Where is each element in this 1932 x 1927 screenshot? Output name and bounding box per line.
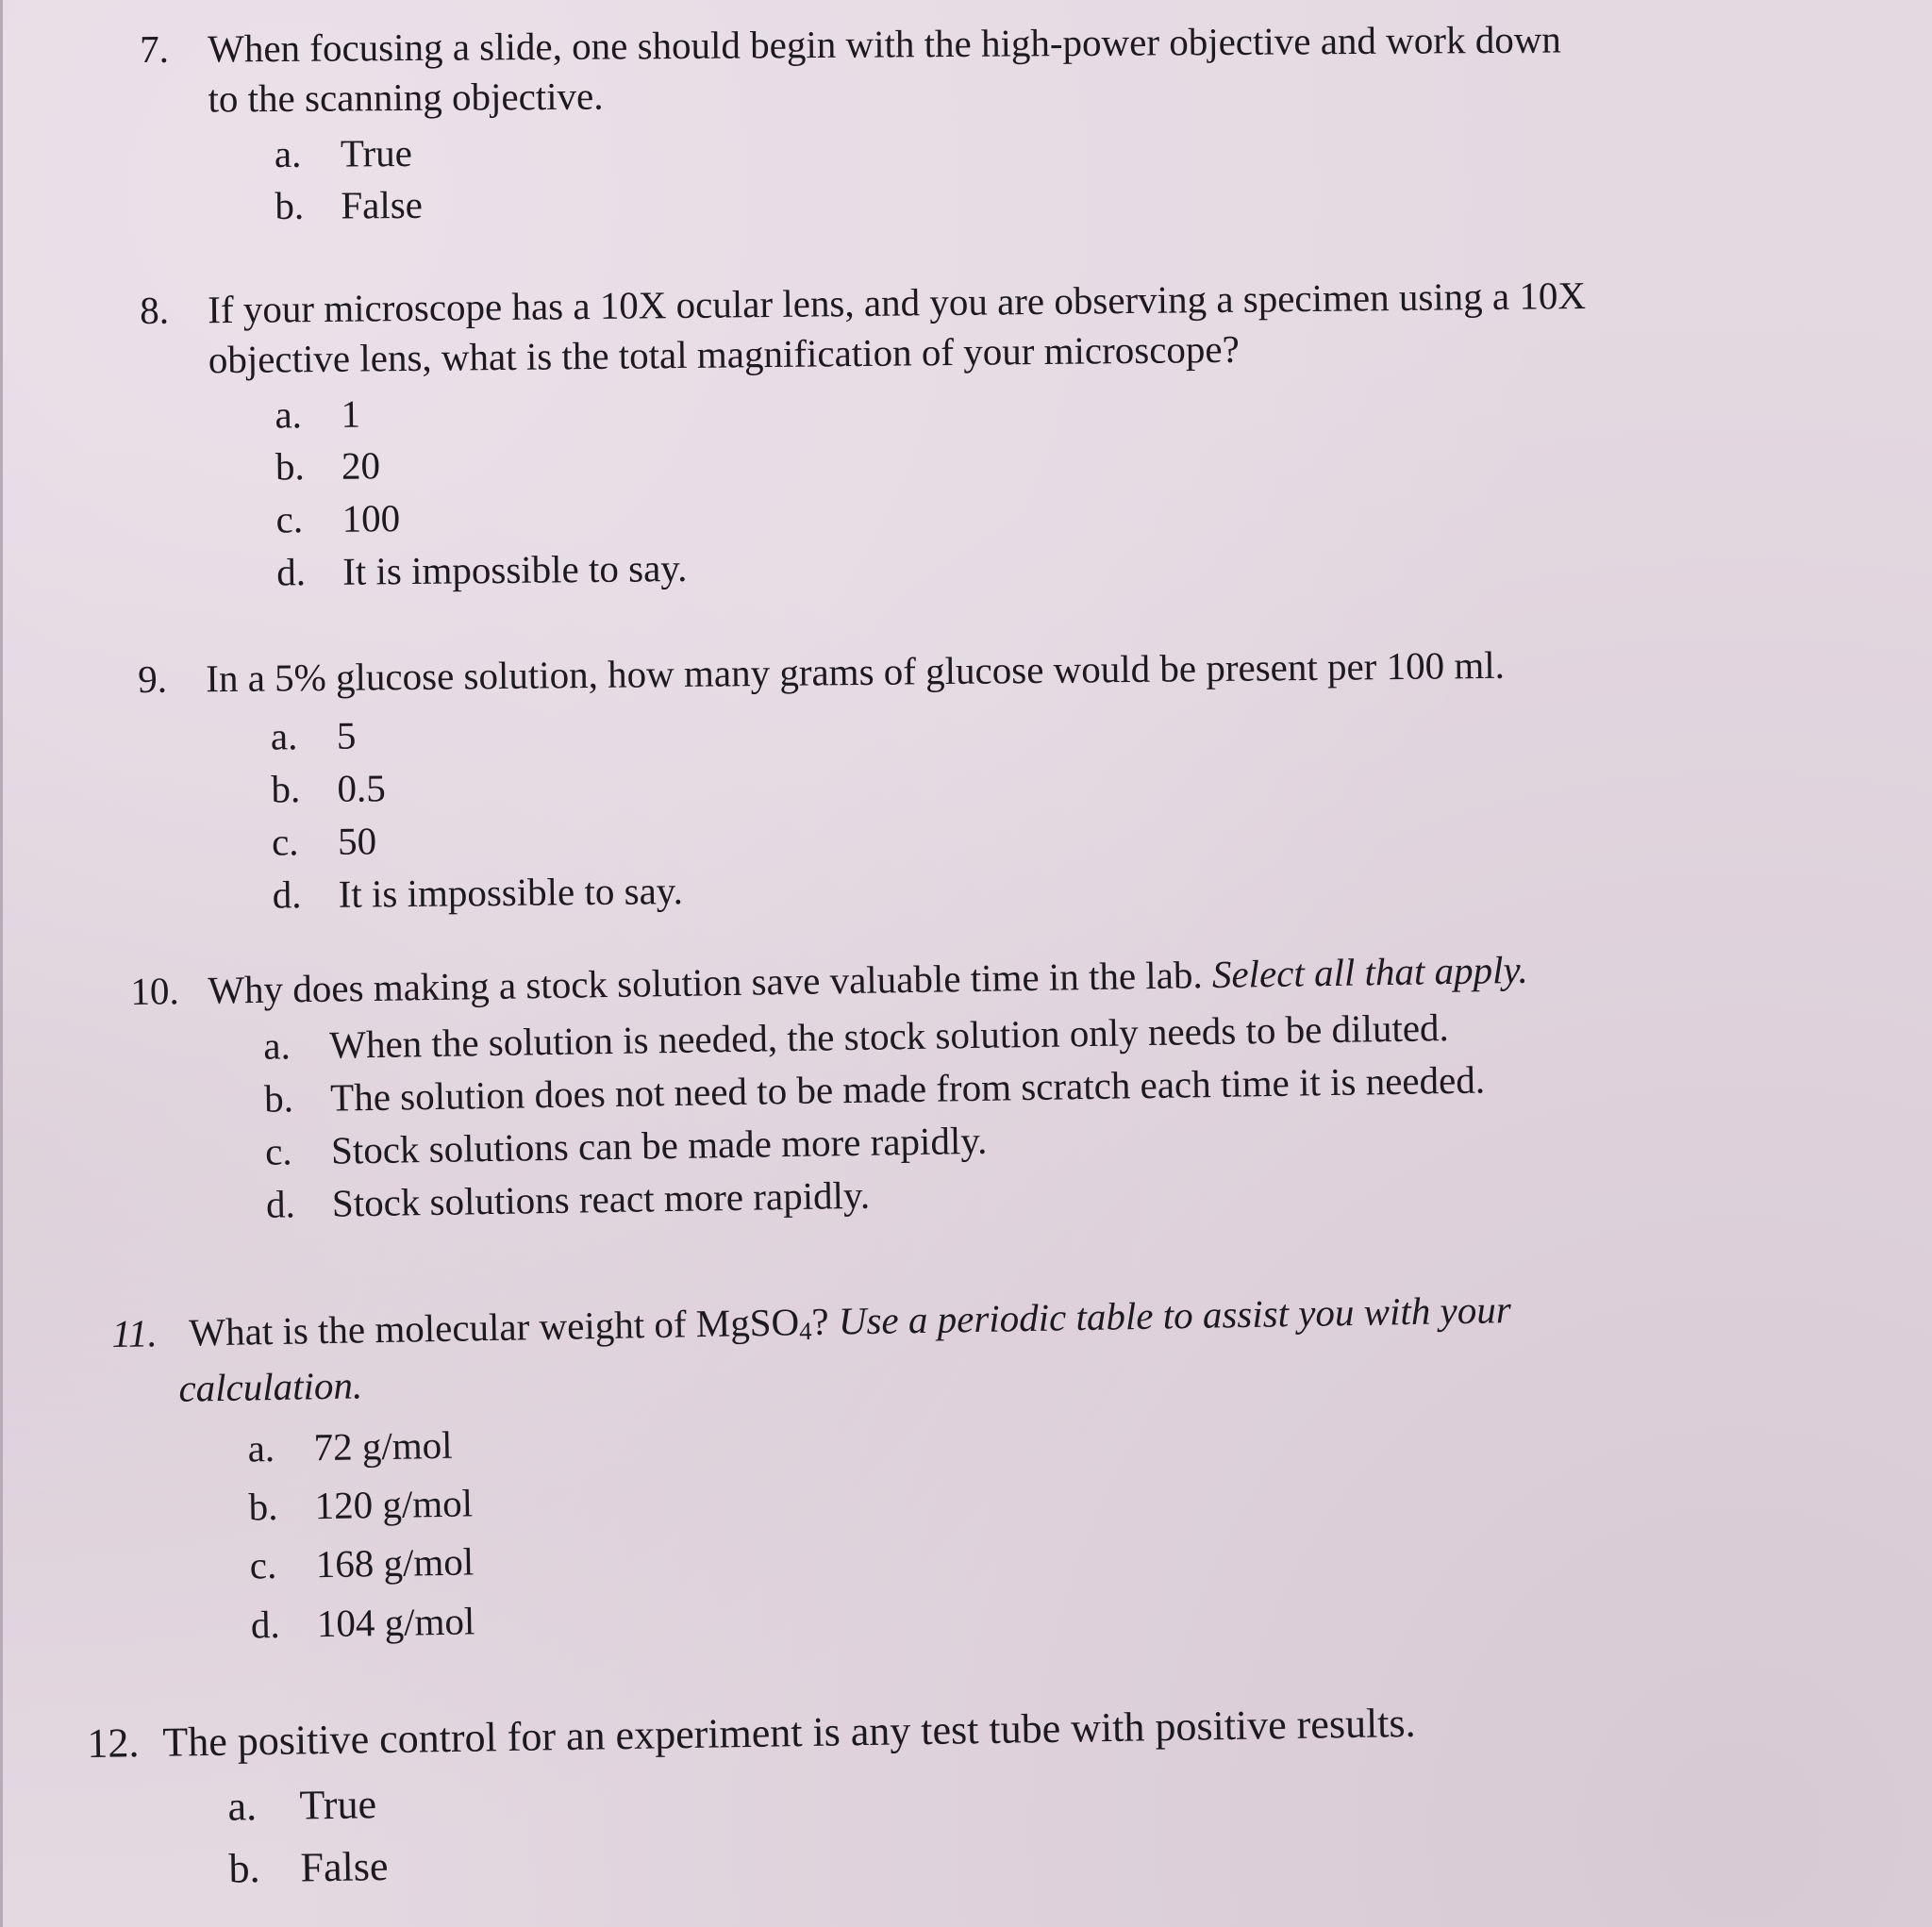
question-9 bbox=[138, 640, 1507, 922]
option-letter: d. bbox=[272, 872, 302, 917]
question-text: In a 5% glucose solution, how many grams of glucose would be present per 100 ml. bbox=[206, 642, 1506, 701]
question-text-continued: to the scanning objective. bbox=[208, 74, 604, 121]
question-8 bbox=[140, 271, 1589, 601]
option-text: 0.5 bbox=[337, 766, 386, 810]
option-text: Stock solutions react more rapidly. bbox=[331, 1172, 871, 1225]
option-letter: c. bbox=[271, 820, 299, 864]
question-text: When focusing a slide, one should begin with the high-power objective and work down bbox=[208, 17, 1561, 71]
option-text: 120 g/mol bbox=[314, 1481, 474, 1528]
option-letter: a. bbox=[262, 1023, 291, 1069]
option-text: True bbox=[340, 130, 413, 175]
question-7 bbox=[140, 14, 1562, 234]
question-number: 11. bbox=[111, 1311, 158, 1355]
option-text: Stock solutions can be made more rapidly. bbox=[330, 1118, 988, 1172]
question-number: 10. bbox=[130, 969, 180, 1013]
option-letter: d. bbox=[265, 1181, 296, 1226]
question-number: 9. bbox=[138, 656, 168, 701]
question-number: 12. bbox=[87, 1719, 140, 1767]
question-instruction: Select all that apply. bbox=[1211, 947, 1528, 996]
option-letter: c. bbox=[264, 1129, 292, 1173]
option-text: 20 bbox=[341, 443, 381, 489]
option-text: When the solution is needed, the stock solution only needs to be diluted. bbox=[328, 1005, 1450, 1067]
question-text-continued: objective lens, what is the total magnification of your microscope? bbox=[208, 327, 1241, 382]
question-number: 8. bbox=[140, 288, 170, 332]
option-letter: a. bbox=[227, 1783, 258, 1830]
option-letter: a. bbox=[275, 391, 303, 437]
option-letter: b. bbox=[275, 444, 306, 489]
option-text: True bbox=[299, 1781, 377, 1829]
question-text: Why does making a stock solution save valuable time in the lab. bbox=[208, 953, 1204, 1012]
option-text: 5 bbox=[336, 713, 357, 758]
question-instruction-continued: calculation. bbox=[178, 1363, 363, 1411]
option-text: The solution does not need to be made from scratch each time it is needed. bbox=[329, 1057, 1486, 1120]
page-edge bbox=[0, 0, 3, 1927]
option-text: 100 bbox=[341, 496, 401, 540]
option-letter: b. bbox=[263, 1076, 294, 1121]
option-a[interactable] bbox=[275, 119, 1562, 180]
question-12 bbox=[87, 1696, 1418, 1902]
formula-subscript: 4 bbox=[799, 1316, 812, 1346]
option-letter: d. bbox=[275, 550, 307, 594]
option-b[interactable] bbox=[275, 172, 1562, 233]
question-10 bbox=[130, 945, 1532, 1234]
option-text: 1 bbox=[341, 391, 361, 436]
option-text: False bbox=[300, 1843, 389, 1891]
option-text: 50 bbox=[337, 819, 377, 863]
option-letter: b. bbox=[228, 1845, 260, 1892]
question-text: What is the molecular weight of MgSO bbox=[189, 1300, 800, 1354]
question-text: If your microscope has a 10X ocular lens, and you are observing a specimen using a 10X bbox=[208, 273, 1587, 332]
question-text: The positive control for an experiment is any test tube with positive results. bbox=[162, 1699, 1416, 1766]
question-number: 7. bbox=[140, 26, 170, 71]
option-text: 104 g/mol bbox=[316, 1599, 475, 1645]
option-letter: a. bbox=[247, 1425, 275, 1470]
option-text: It is impossible to say. bbox=[341, 545, 688, 593]
option-letter: b. bbox=[248, 1485, 278, 1529]
option-letter: d. bbox=[250, 1602, 281, 1647]
question-instruction: Use a periodic table to assist you with your bbox=[838, 1287, 1512, 1343]
option-text: 72 g/mol bbox=[313, 1422, 453, 1470]
question-text-end: ? bbox=[811, 1299, 830, 1344]
option-letter: a. bbox=[274, 131, 302, 175]
option-letter: a. bbox=[270, 714, 298, 758]
option-letter: b. bbox=[275, 184, 305, 228]
option-letter: c. bbox=[275, 497, 304, 541]
option-text: It is impossible to say. bbox=[338, 868, 684, 916]
option-letter: b. bbox=[271, 767, 301, 811]
question-11 bbox=[111, 1285, 1517, 1656]
option-text: False bbox=[341, 183, 424, 227]
option-letter: c. bbox=[249, 1543, 277, 1587]
option-text: 168 g/mol bbox=[315, 1539, 475, 1586]
